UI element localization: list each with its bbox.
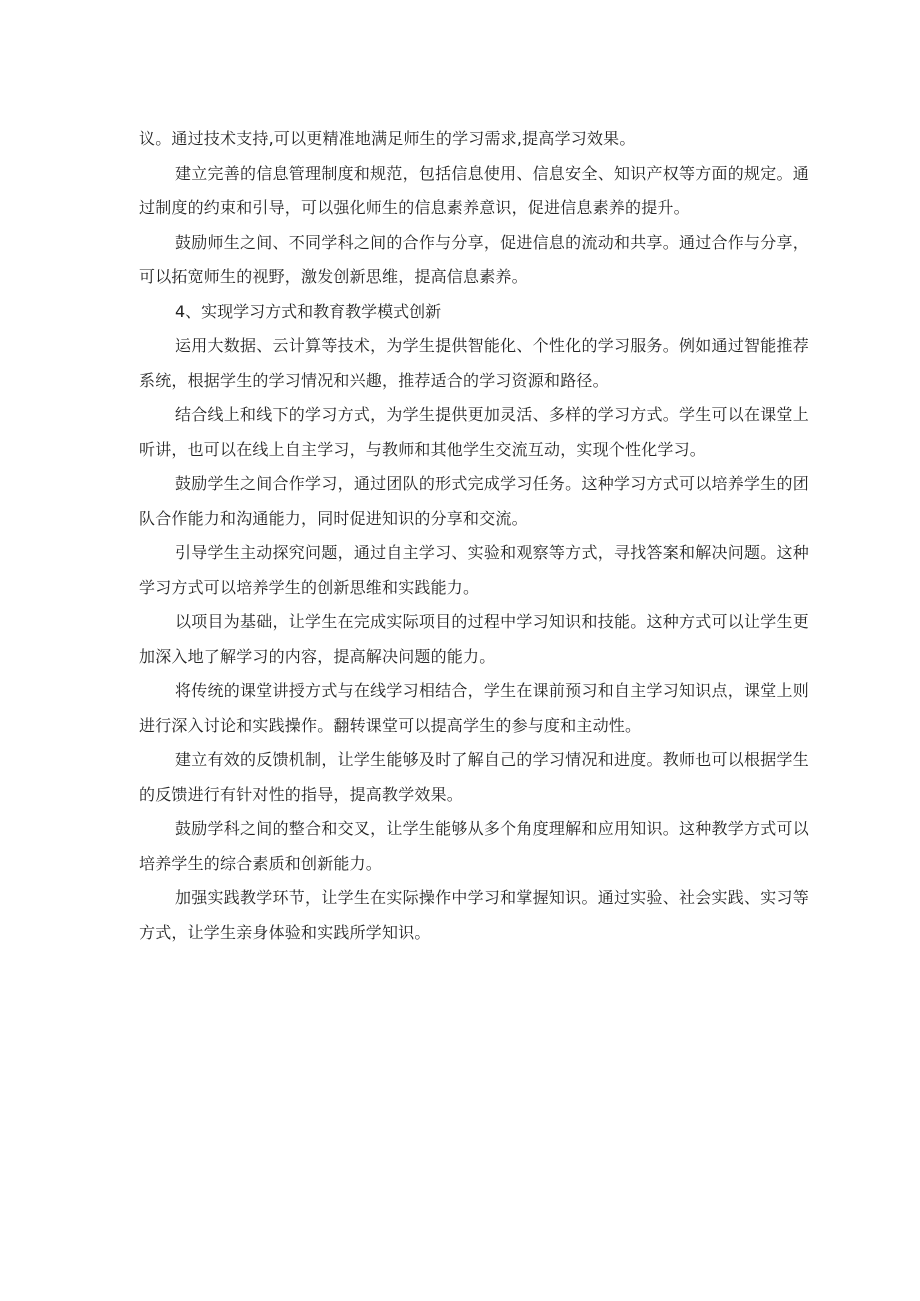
paragraph-blended-learning: 结合线上和线下的学习方式，为学生提供更加灵活、多样的学习方式。学生可以在课堂上听讲，也可以在线上自主学习，与教师和其他学生交流互动，实现个性化学习。 (139, 405, 809, 459)
paragraph-info-management: 建立完善的信息管理制度和规范，包括信息使用、信息安全、知识产权等方面的规定。通过制度的约束和引导，可以强化师生的信息素养意识，促进信息素养的提升。 (139, 163, 809, 217)
paragraph-cooperative-learning: 鼓励学生之间合作学习，通过团队的形式完成学习任务。这种学习方式可以培养学生的团队合作能力和沟通能力，同时促进知识的分享和交流。 (139, 474, 809, 528)
paragraph-big-data: 运用大数据、云计算等技术，为学生提供智能化、个性化的学习服务。例如通过智能推荐系统，根据学生的学习情况和兴趣，推荐适合的学习资源和路径。 (139, 336, 809, 390)
paragraph-project-based: 以项目为基础，让学生在完成实际项目的过程中学习知识和技能。这种方式可以让学生更加深入地了解学习的内容，提高解决问题的能力。 (139, 612, 809, 666)
section-heading: 4、实现学习方式和教育教学模式创新 (175, 301, 442, 321)
paragraph-interdisciplinary: 鼓励学科之间的整合和交叉，让学生能够从多个角度理解和应用知识。这种教学方式可以培养学生的综合素质和创新能力。 (139, 819, 809, 873)
paragraph-inquiry-learning: 引导学生主动探究问题，通过自主学习、实验和观察等方式，寻找答案和解决问题。这种学习方式可以培养学生的创新思维和实践能力。 (139, 543, 809, 597)
document-page (139, 122, 809, 950)
paragraph-practice-teaching: 加强实践教学环节，让学生在实际操作中学习和掌握知识。通过实验、社会实践、实习等方式，让学生亲身体验和实践所学知识。 (139, 888, 809, 942)
paragraph-cooperation-sharing: 鼓励师生之间、不同学科之间的合作与分享，促进信息的流动和共享。通过合作与分享，可以拓宽师生的视野，激发创新思维，提高信息素养。 (139, 232, 809, 286)
paragraph-flipped-classroom: 将传统的课堂讲授方式与在线学习相结合，学生在课前预习和自主学习知识点，课堂上则进行深入讨论和实践操作。翻转课堂可以提高学生的参与度和主动性。 (139, 681, 809, 735)
paragraph-feedback: 建立有效的反馈机制，让学生能够及时了解自己的学习情况和进度。教师也可以根据学生的反馈进行有针对性的指导，提高教学效果。 (139, 750, 809, 804)
paragraph-continuation: 议。通过技术支持,可以更精准地满足师生的学习需求,提高学习效果。 (139, 129, 636, 148)
